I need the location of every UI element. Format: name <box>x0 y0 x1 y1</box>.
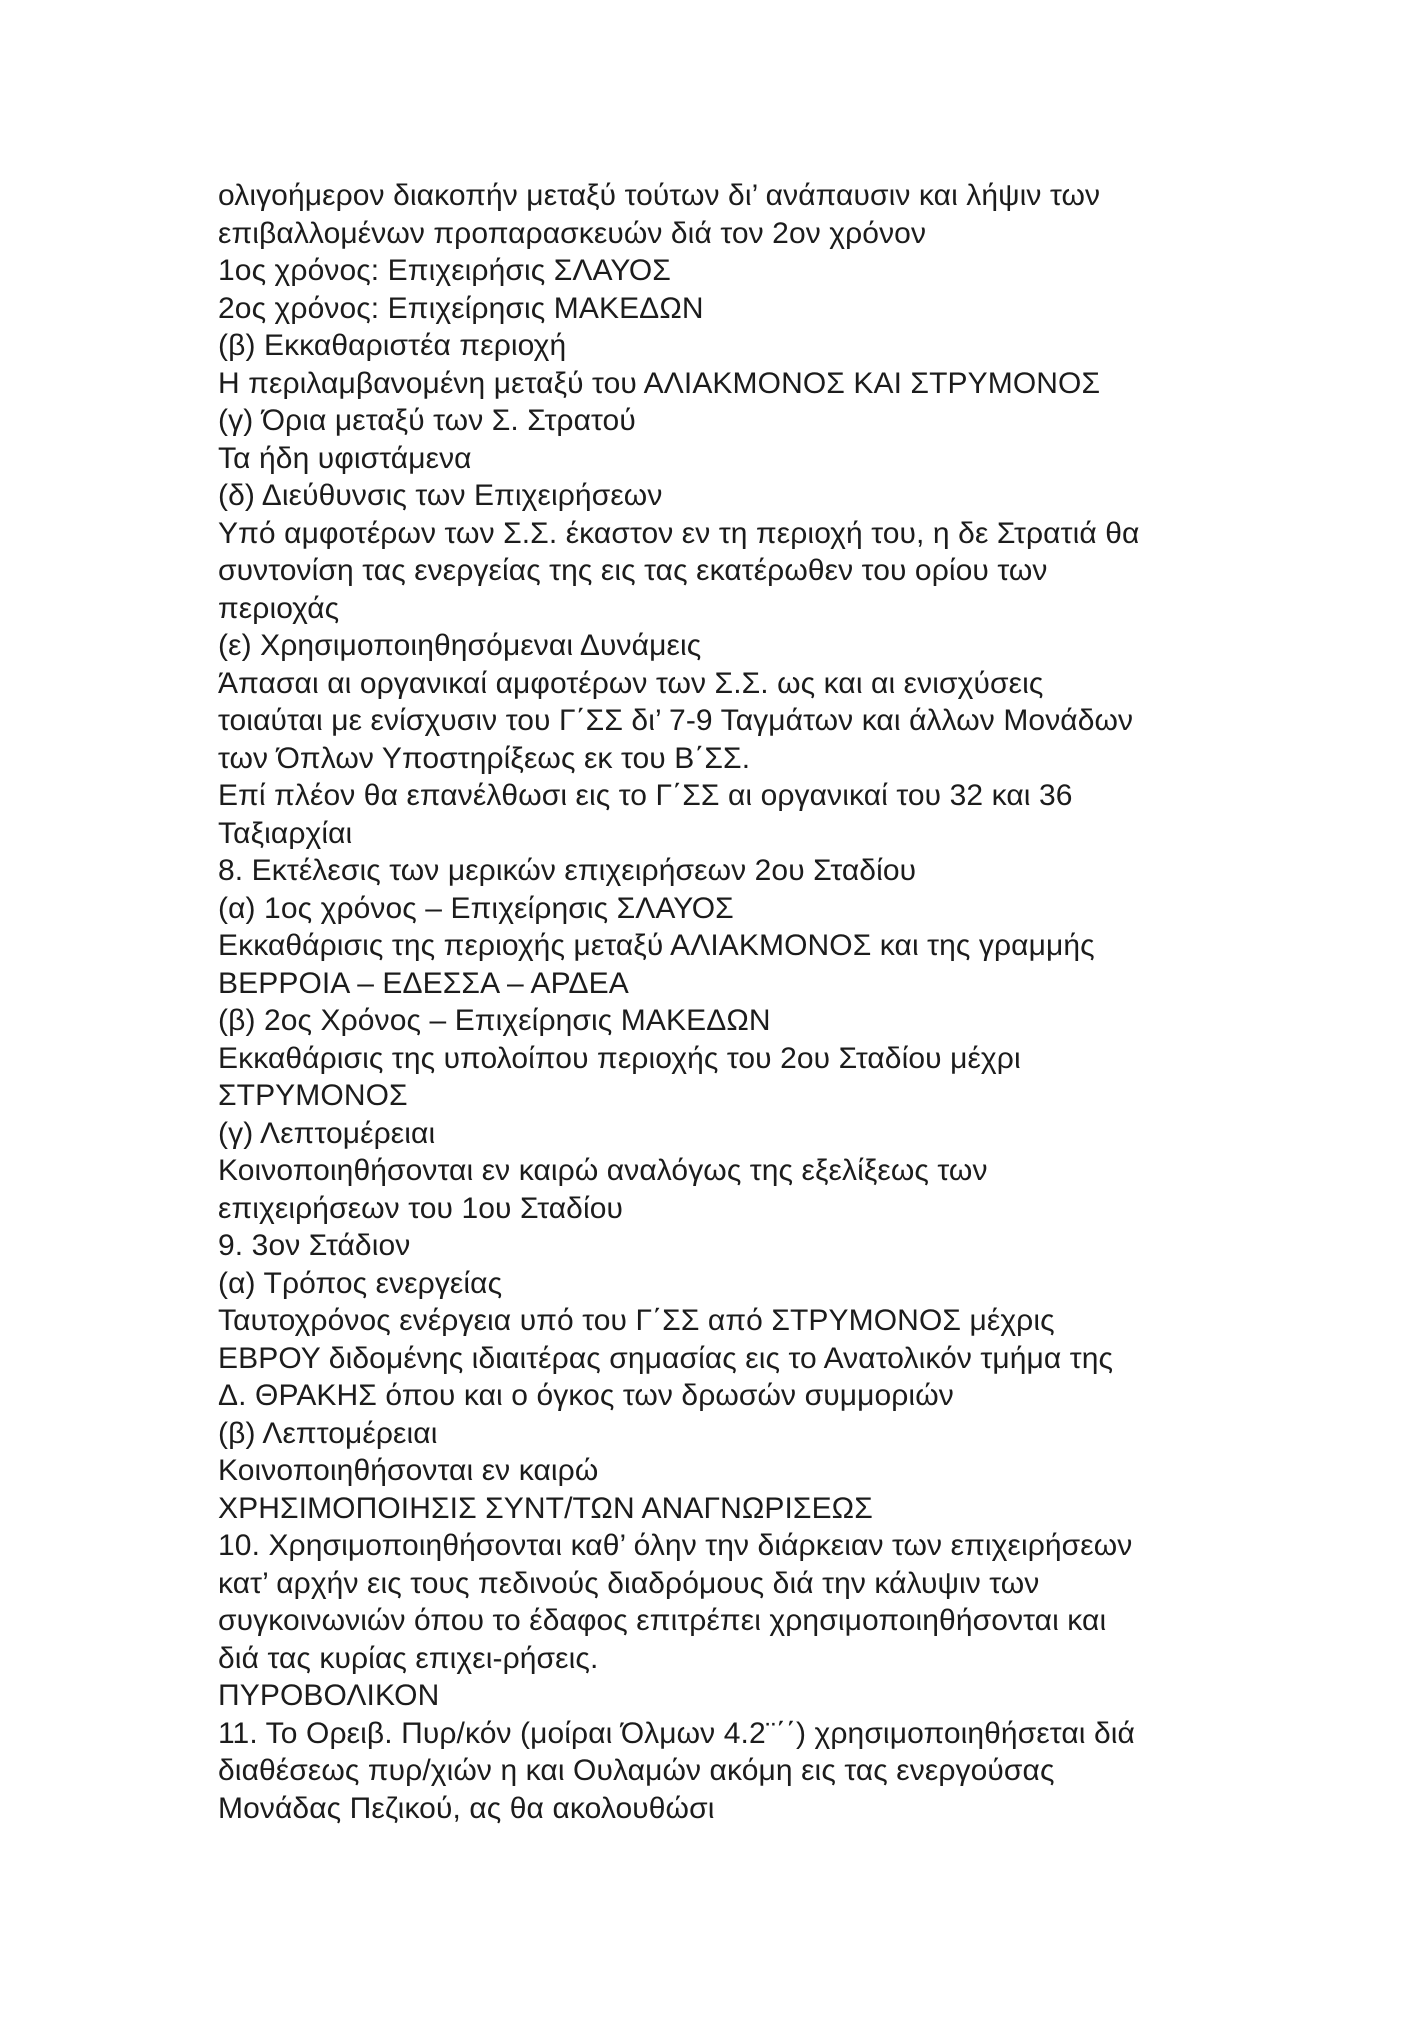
text-line: επιβαλλομένων προπαρασκευών διά τον 2ον χρόνον <box>218 216 927 250</box>
text-line: (β) Λεπτομέρειαι <box>218 1416 438 1450</box>
text-line: Τα ήδη υφιστάμενα <box>218 441 472 475</box>
text-line: ολιγοήμερον διακοπήν μεταξύ τούτων δι’ ανάπαυσιν και λήψιν των <box>218 179 1101 212</box>
text-line: Άπασαι αι οργανικαί αμφοτέρων των Σ.Σ. ως και αι ενισχύσεις <box>218 666 1044 700</box>
text-line: 2ος χρόνος: Επιχείρησις ΜΑΚΕΔΩΝ <box>218 291 704 325</box>
text-line: τοιαύται με ενίσχυσιν του Γ΄ΣΣ δι’ 7-9 Ταγμάτων και άλλων Μονάδων <box>218 704 1134 737</box>
text-line: διά τας κυρίας επιχει-ρήσεις. <box>218 1641 599 1675</box>
text-line: περιοχάς <box>218 591 340 625</box>
text-line: (α) Τρόπος ενεργείας <box>218 1266 503 1300</box>
text-line: Η περιλαμβανομένη μεταξύ του ΑΛΙΑΚΜΟΝΟΣ ΚΑΙ ΣΤΡΥΜΟΝΟΣ <box>218 366 1101 400</box>
text-line: ΒΕΡΡΟΙΑ – ΕΔΕΣΣΑ – ΑΡΔΕΑ <box>218 966 629 1000</box>
text-line: 10. Χρησιμοποιηθήσονται καθ’ όλην την διάρκειαν των επιχειρήσεων <box>218 1529 1133 1562</box>
text-line: Κοινοποιηθήσονται εν καιρώ <box>218 1454 599 1487</box>
text-line: διαθέσεως πυρ/χιών η και Ουλαμών ακόμη εις τας ενεργούσας <box>218 1754 1055 1787</box>
text-line: επιχειρήσεων του 1ου Σταδίου <box>218 1191 624 1225</box>
text-line: ΠΥΡΟΒΟΛΙΚΟΝ <box>218 1679 440 1712</box>
text-line: Ταξιαρχίαι <box>218 816 353 850</box>
text-line: (γ) Λεπτομέρειαι <box>218 1116 436 1150</box>
text-line: Εκκαθάρισις της υπολοίπου περιοχής του 2ου Σταδίου μέχρι <box>218 1041 1021 1075</box>
text-line: (α) 1ος χρόνος – Επιχείρησις ΣΛΑΥΟΣ <box>218 891 734 925</box>
text-line: ΕΒΡΟΥ διδομένης ιδιαιτέρας σημασίας εις το Ανατολικόν τμήμα της <box>218 1341 1114 1375</box>
text-line: κατ’ αρχήν εις τους πεδινούς διαδρόμους διά την κάλυψιν των <box>218 1566 1040 1600</box>
text-line: 11. Το Ορειβ. Πυρ/κόν (μοίραι Όλμων 4.2¨΄΄) χρησιμοποιηθήσεται διά <box>218 1716 1135 1750</box>
text-line: Μονάδας Πεζικού, ας θα ακολουθώσι <box>218 1791 715 1825</box>
text-line: 9. 3ον Στάδιον <box>218 1229 411 1262</box>
text-line: Δ. ΘΡΑΚΗΣ όπου και ο όγκος των δρωσών συμμοριών <box>218 1379 954 1412</box>
text-line: Ταυτοχρόνος ενέργεια υπό του Γ΄ΣΣ από ΣΤΡΥΜΟΝΟΣ μέχρις <box>218 1304 1055 1337</box>
text-line: ΧΡΗΣΙΜΟΠΟΙΗΣΙΣ ΣΥΝΤ/ΤΩΝ ΑΝΑΓΝΩΡΙΣΕΩΣ <box>218 1491 873 1525</box>
text-line: ΣΤΡΥΜΟΝΟΣ <box>218 1079 408 1112</box>
text-line: των Όπλων Υποστηρίξεως εκ του Β΄ΣΣ. <box>218 741 751 775</box>
text-line: 1ος χρόνος: Επιχειρήσις ΣΛΑΥΟΣ <box>218 254 671 287</box>
text-line: 8. Εκτέλεσις των μερικών επιχειρήσεων 2ου Σταδίου <box>218 854 917 887</box>
text-line: (β) Εκκαθαριστέα περιοχή <box>218 329 567 362</box>
text-line: συγκοινωνιών όπου το έδαφος επιτρέπει χρησιμοποιηθήσονται και <box>218 1604 1107 1637</box>
text-line: (δ) Διεύθυνσις των Επιχειρήσεων <box>218 479 663 512</box>
text-line: Υπό αμφοτέρων των Σ.Σ. έκαστον εν τη περιοχή του, η δε Στρατιά θα <box>218 516 1140 550</box>
document-body <box>218 177 1228 1827</box>
text-line: (β) 2ος Χρόνος – Επιχείρησις ΜΑΚΕΔΩΝ <box>218 1004 771 1037</box>
text-line: (γ) Όρια μεταξύ των Σ. Στρατού <box>218 404 636 437</box>
text-line: συντονίση τας ενεργείας της εις τας εκατέρωθεν του ορίου των <box>218 554 1048 587</box>
text-line: Κοινοποιηθήσονται εν καιρώ αναλόγως της εξελίξεως των <box>218 1154 988 1187</box>
text-line: (ε) Χρησιμοποιηθησόμεναι Δυνάμεις <box>218 629 702 662</box>
text-line: Εκκαθάρισις της περιοχής μεταξύ ΑΛΙΑΚΜΟΝΟΣ και της γραμμής <box>218 929 1095 962</box>
text-line: Επί πλέον θα επανέλθωσι εις το Γ΄ΣΣ αι οργανικαί του 32 και 36 <box>218 779 1073 812</box>
